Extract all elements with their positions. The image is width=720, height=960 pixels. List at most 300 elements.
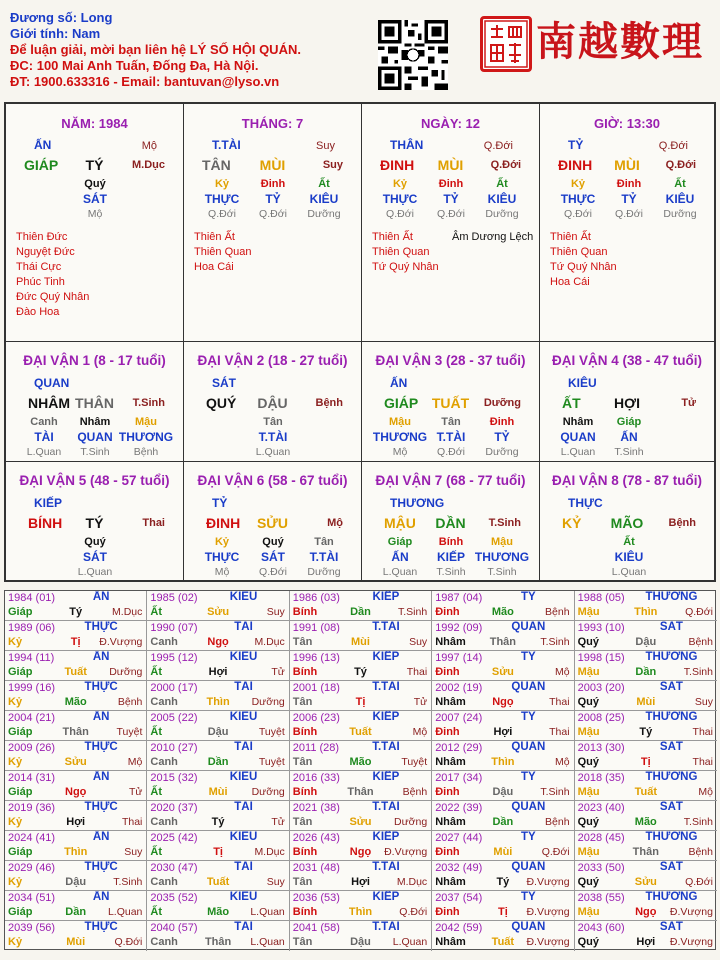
dai-van-god: TỶ xyxy=(212,496,228,510)
year-god: ẤN xyxy=(92,711,110,723)
year-branch: Thân xyxy=(489,636,517,648)
hidden-god: TỶ xyxy=(443,192,459,206)
shen-sha-star: Tứ Quý Nhân xyxy=(550,261,617,273)
year-cell xyxy=(290,861,432,891)
pillar-branch-phase: Q.Đới xyxy=(665,159,696,171)
hidden-god: THỰC xyxy=(204,550,240,564)
dai-van-branch: DẬU xyxy=(257,395,288,411)
year-cell xyxy=(147,801,289,831)
dai-van-title: ĐẠI VẬN 5 (48 - 57 tuổi) xyxy=(19,473,170,488)
year-stem: Mậu xyxy=(577,786,600,798)
year-stem: Đinh xyxy=(435,906,460,918)
year-god: T.TÀI xyxy=(372,801,400,813)
year-cell xyxy=(5,861,147,891)
year-label: 2005 (22) xyxy=(150,712,198,724)
hidden-god: ẤN xyxy=(620,430,638,444)
year-god: THƯƠNG xyxy=(645,651,698,663)
year-cell xyxy=(290,801,432,831)
dai-van-cell xyxy=(540,342,714,462)
year-cell xyxy=(432,711,574,741)
year-cell xyxy=(432,591,574,621)
year-god: QUAN xyxy=(511,921,546,933)
year-cell xyxy=(147,681,289,711)
year-cell xyxy=(147,771,289,801)
hidden-stem: Mậu xyxy=(389,416,411,428)
year-stem: Ất xyxy=(150,666,162,678)
year-god: T.TÀI xyxy=(372,861,400,873)
hidden-phase: L.Quan xyxy=(26,446,62,458)
year-label: 2012 (29) xyxy=(435,742,483,754)
hidden-god: KIÊU xyxy=(614,550,644,564)
pillar-branch: MÙI xyxy=(437,157,464,173)
year-label: 1992 (09) xyxy=(435,622,483,634)
hidden-god: KIÊU xyxy=(665,192,695,206)
pillar-god: THÂN xyxy=(390,138,424,152)
year-branch: Hợi xyxy=(66,816,86,828)
year-branch: Thân xyxy=(347,786,374,798)
hidden-god: T.TÀI xyxy=(436,430,466,444)
bazi-chart-grid xyxy=(4,102,716,582)
year-branch: Sửu xyxy=(64,756,87,768)
year-phase: Đ.Vượng xyxy=(669,906,713,918)
year-branch: Tý xyxy=(211,816,225,828)
year-phase: Bệnh xyxy=(117,696,143,708)
year-god: KIẾP xyxy=(372,591,400,603)
year-phase: M.Dục xyxy=(254,846,285,858)
year-god: SÁT xyxy=(659,801,683,813)
pillar-title: NĂM: 1984 xyxy=(61,116,128,131)
year-label: 2008 (25) xyxy=(577,712,625,724)
year-god: QUAN xyxy=(511,861,546,873)
year-branch: Dậu xyxy=(635,636,657,648)
year-god: KIẾP xyxy=(372,831,400,843)
year-branch: Thìn xyxy=(64,846,88,858)
year-stem: Nhâm xyxy=(435,936,466,948)
year-stem: Tân xyxy=(292,876,313,888)
pillar-cell xyxy=(540,104,714,342)
hidden-stem: Tân xyxy=(263,416,283,428)
pillar-cell xyxy=(6,104,184,342)
year-stem: Kỷ xyxy=(8,696,23,708)
pillar-branch-phase: Suy xyxy=(322,159,343,171)
hidden-god: THỰC xyxy=(560,192,596,206)
year-cell xyxy=(147,831,289,861)
qr-code-icon xyxy=(378,20,448,90)
year-god: TỶ xyxy=(520,711,536,723)
hidden-god: TỶ xyxy=(494,430,510,444)
dai-van-phase: Tử xyxy=(681,397,696,409)
year-phase: T.Sinh xyxy=(398,606,428,618)
year-branch: Mùi xyxy=(636,696,656,708)
year-branch: Thân xyxy=(632,846,659,858)
year-god: SÁT xyxy=(659,921,683,933)
year-cell xyxy=(290,711,432,741)
year-phase: Suy xyxy=(266,876,285,888)
year-branch: Ngọ xyxy=(635,906,657,918)
dai-van-cell xyxy=(362,342,540,462)
year-stem: Giáp xyxy=(8,786,33,798)
year-phase: Mộ xyxy=(412,726,428,738)
year-phase: Mộ xyxy=(554,756,570,768)
year-label: 2019 (36) xyxy=(8,802,56,814)
year-branch: Mão xyxy=(634,816,657,828)
year-branch: Dậu xyxy=(207,726,229,738)
owner-name: Đương số: Long xyxy=(10,10,113,25)
year-label: 2039 (56) xyxy=(8,922,56,934)
year-phase: Bệnh xyxy=(688,846,713,858)
year-phase: Bệnh xyxy=(545,606,570,618)
year-label: 2036 (53) xyxy=(292,892,340,904)
shen-sha-star: Thiên Quan xyxy=(372,246,430,258)
year-branch: Dậu xyxy=(350,936,371,948)
year-branch: Mùi xyxy=(66,936,86,948)
year-label: 2043 (60) xyxy=(577,922,625,934)
year-stem: Bính xyxy=(292,846,318,858)
year-branch: Mùi xyxy=(493,846,513,858)
year-branch: Ngọ xyxy=(349,846,372,858)
year-stem: Giáp xyxy=(8,666,33,678)
year-stem: Tân xyxy=(292,756,313,768)
year-cell xyxy=(432,651,574,681)
year-god: ẤN xyxy=(92,651,110,663)
year-stem: Quý xyxy=(577,696,599,708)
year-stem: Bính xyxy=(292,906,318,918)
year-cell xyxy=(575,891,717,921)
year-label: 1990 (07) xyxy=(150,622,198,634)
hidden-god: SÁT xyxy=(261,550,285,564)
year-phase: Bệnh xyxy=(688,636,713,648)
hidden-god: QUAN xyxy=(77,430,113,444)
pillar-stem-phase: Q.Đới xyxy=(483,140,513,152)
year-god: ẤN xyxy=(92,831,110,843)
dai-van-cell xyxy=(6,342,184,462)
hidden-god: THƯƠNG xyxy=(118,430,174,444)
year-stem: Bính xyxy=(292,726,318,738)
year-cell xyxy=(147,891,289,921)
year-cell xyxy=(290,741,432,771)
year-branch: Thìn xyxy=(634,606,658,618)
year-stem: Đinh xyxy=(435,666,460,678)
year-cell xyxy=(5,891,147,921)
year-cell xyxy=(575,681,717,711)
year-god: KIÊU xyxy=(229,651,258,663)
dai-van-branch: SỬU xyxy=(256,515,289,531)
pillar-stem: ĐINH xyxy=(558,157,593,173)
shen-sha-star: Thiên Ất xyxy=(372,231,413,243)
year-label: 2034 (51) xyxy=(8,892,56,904)
year-label: 2017 (34) xyxy=(435,772,483,784)
year-branch: Ngọ xyxy=(492,696,514,708)
year-god: THỰC xyxy=(84,921,118,933)
pillar-branch: MÙI xyxy=(259,157,286,173)
year-cell xyxy=(432,831,574,861)
year-god: QUAN xyxy=(511,801,546,813)
dai-van-stem: KỶ xyxy=(562,515,582,531)
year-cell xyxy=(5,591,147,621)
hidden-god: THỰC xyxy=(382,192,418,206)
year-label: 2014 (31) xyxy=(8,772,56,784)
shen-sha-star: Hoa Cái xyxy=(194,261,234,273)
shen-sha-star: Đức Quý Nhân xyxy=(16,291,90,303)
year-stem: Tân xyxy=(292,696,313,708)
year-god: T.TÀI xyxy=(372,741,400,753)
hidden-stem: Ất xyxy=(496,178,508,190)
hidden-phase: Q.Đới xyxy=(208,208,236,220)
hidden-phase: Q.Đới xyxy=(437,208,465,220)
year-phase: Mộ xyxy=(554,666,570,678)
year-label: 2018 (35) xyxy=(577,772,625,784)
year-branch: Dần xyxy=(207,756,229,768)
year-god: THỰC xyxy=(84,741,118,753)
year-cell xyxy=(147,651,289,681)
year-branch: Sửu xyxy=(491,666,514,678)
pillar-cell xyxy=(362,104,540,342)
year-branch: Thìn xyxy=(348,906,373,918)
year-phase: Q.Đới xyxy=(114,936,143,948)
dai-van-phase: Bệnh xyxy=(315,397,343,409)
year-cell xyxy=(290,591,432,621)
year-phase: Đ.Vượng xyxy=(526,936,570,948)
year-god: TÀI xyxy=(234,861,253,873)
shen-sha-star: Nguyệt Đức xyxy=(16,246,75,258)
hidden-phase: L.Quan xyxy=(611,566,647,578)
year-branch: Dậu xyxy=(65,876,87,888)
year-stem: Mậu xyxy=(577,726,600,738)
year-god: KIẾP xyxy=(372,771,400,783)
year-stem: Ất xyxy=(150,726,162,738)
year-label: 1994 (11) xyxy=(8,652,55,664)
year-stem: Đinh xyxy=(435,846,460,858)
year-phase: Suy xyxy=(409,636,428,648)
year-cell xyxy=(290,891,432,921)
year-label: 2001 (18) xyxy=(292,682,340,694)
shen-sha-star: Tứ Quý Nhân xyxy=(372,261,439,273)
year-label: 2022 (39) xyxy=(435,802,483,814)
year-branch: Dần xyxy=(635,666,657,678)
year-phase: T.Sinh xyxy=(683,816,713,828)
year-phase: Tuyệt xyxy=(116,726,143,738)
year-phase: Tử xyxy=(128,786,143,798)
year-stem: Giáp xyxy=(8,606,33,618)
year-stem: Nhâm xyxy=(435,696,466,708)
dai-van-title: ĐẠI VẬN 3 (28 - 37 tuổi) xyxy=(375,353,526,368)
year-stem: Giáp xyxy=(8,906,33,918)
year-cell xyxy=(575,741,717,771)
dai-van-branch: TÝ xyxy=(85,515,104,531)
year-label: 1986 (03) xyxy=(292,592,340,604)
dai-van-god: THƯƠNG xyxy=(390,496,445,510)
hidden-phase: T.Sinh xyxy=(80,446,110,458)
year-label: 2027 (44) xyxy=(435,832,483,844)
year-god: T.TÀI xyxy=(372,921,400,933)
year-label: 2007 (24) xyxy=(435,712,483,724)
year-cell xyxy=(432,921,574,951)
gender: Giới tính: Nam xyxy=(10,26,101,41)
year-branch: Thìn xyxy=(491,756,515,768)
dai-van-branch: TUẤT xyxy=(431,395,470,411)
year-cell xyxy=(5,711,147,741)
year-phase: Dưỡng xyxy=(394,816,428,828)
year-cell xyxy=(5,801,147,831)
shen-sha-star: Đào Hoa xyxy=(16,306,60,318)
dai-van-stem: GIÁP xyxy=(384,395,419,411)
year-cell xyxy=(575,591,717,621)
hidden-phase: Q.Đới xyxy=(437,446,465,458)
dai-van-stem: ĐINH xyxy=(206,515,241,531)
hidden-god: KIÊU xyxy=(487,192,517,206)
dai-van-god: QUAN xyxy=(34,376,70,390)
year-label: 2000 (17) xyxy=(150,682,198,694)
year-phase: T.Sinh xyxy=(540,636,570,648)
year-label: 2011 (28) xyxy=(292,742,340,754)
hidden-phase: L.Quan xyxy=(255,446,291,458)
year-branch: Tuất xyxy=(64,666,87,678)
hidden-phase: Bệnh xyxy=(133,446,159,458)
year-branch: Hợi xyxy=(636,936,656,948)
hidden-phase: Mộ xyxy=(87,208,103,220)
pillar-stem-phase: Q.Đới xyxy=(658,140,688,152)
year-god: KIẾP xyxy=(372,651,400,663)
year-branch: Tuất xyxy=(349,726,372,738)
year-branch: Thìn xyxy=(206,696,230,708)
shen-sha-star: Hoa Cái xyxy=(550,276,590,288)
year-branch: Tý xyxy=(69,606,83,618)
year-branch: Mão xyxy=(207,906,230,918)
hidden-god: KIẾP xyxy=(436,550,466,564)
year-branch: Tuất xyxy=(491,936,515,948)
year-cell xyxy=(5,651,147,681)
year-phase: Q.Đới xyxy=(685,876,713,888)
hidden-stem: Canh xyxy=(30,416,58,428)
hidden-phase: T.Sinh xyxy=(614,446,644,458)
shen-sha-star: Thiên Quan xyxy=(194,246,252,258)
year-cell xyxy=(5,921,147,951)
year-phase: Q.Đới xyxy=(399,906,428,918)
pillar-stem-phase: Suy xyxy=(316,140,335,152)
dai-van-god: KIÊU xyxy=(568,376,597,390)
year-label: 2009 (26) xyxy=(8,742,56,754)
year-cell xyxy=(147,921,289,951)
year-stem: Mậu xyxy=(577,666,600,678)
hidden-stem: Ất xyxy=(318,178,330,190)
shen-sha-star: Phúc Tinh xyxy=(16,276,65,288)
year-cell xyxy=(290,831,432,861)
year-branch: Mão xyxy=(64,696,87,708)
hidden-stem: Đinh xyxy=(438,178,464,190)
year-cell xyxy=(575,801,717,831)
pillar-title: GIỜ: 13:30 xyxy=(593,116,660,131)
year-god: QUAN xyxy=(511,681,546,693)
year-phase: Q.Đới xyxy=(685,606,713,618)
contact-line: Để luận giải, mời bạn liên hệ LÝ SỐ HỘI QUÁN. xyxy=(10,42,301,57)
dai-van-god: KIẾP xyxy=(34,496,63,510)
hidden-stem: Bính xyxy=(438,536,464,548)
pillar-title: THÁNG: 7 xyxy=(241,116,304,131)
hidden-phase: Dưỡng xyxy=(485,446,519,458)
year-stem: Quý xyxy=(577,876,599,888)
year-branch: Thân xyxy=(204,936,232,948)
year-label: 2026 (43) xyxy=(292,832,340,844)
hidden-phase: Q.Đới xyxy=(259,208,287,220)
year-god: KIÊU xyxy=(229,771,258,783)
hidden-stem: Tân xyxy=(441,416,461,428)
dai-van-phase: T.Sinh xyxy=(488,517,521,529)
hidden-god: THỰC xyxy=(204,192,240,206)
year-cell xyxy=(290,621,432,651)
year-god: TÀI xyxy=(234,921,253,933)
year-phase: Tuyệt xyxy=(258,726,285,738)
year-god: THỰC xyxy=(84,621,118,633)
year-label: 2031 (48) xyxy=(292,862,340,874)
year-phase: Thai xyxy=(549,726,570,738)
year-phase: Tử xyxy=(413,696,428,708)
year-cell xyxy=(5,771,147,801)
year-stem: Canh xyxy=(150,756,178,768)
hidden-god: T.TÀI xyxy=(258,430,288,444)
year-god: THỰC xyxy=(84,861,118,873)
year-branch: Dậu xyxy=(492,786,514,798)
year-stem: Giáp xyxy=(8,726,33,738)
year-label: 1984 (01) xyxy=(8,592,56,604)
year-god: TÀI xyxy=(234,621,253,633)
year-branch: Tuất xyxy=(634,786,657,798)
dai-van-title: ĐẠI VẬN 7 (68 - 77 tuổi) xyxy=(375,473,526,488)
year-stem: Tân xyxy=(292,936,313,948)
year-god: KIÊU xyxy=(229,711,258,723)
year-cell xyxy=(290,921,432,951)
pillar-branch-phase: M.Dục xyxy=(132,159,165,171)
year-label: 2038 (55) xyxy=(577,892,625,904)
year-phase: Bệnh xyxy=(402,786,428,798)
address-line: ĐC: 100 Mai Anh Tuấn, Đống Đa, Hà Nội. xyxy=(10,58,259,73)
shen-sha-star: Thiên Ất xyxy=(550,231,591,243)
year-stem: Kỷ xyxy=(8,816,23,828)
dai-van-cell xyxy=(362,462,540,580)
dai-van-cell xyxy=(184,342,362,462)
dai-van-title: ĐẠI VẬN 8 (78 - 87 tuổi) xyxy=(551,473,703,488)
pillar-cell xyxy=(184,104,362,342)
year-label: 2040 (57) xyxy=(150,922,198,934)
hidden-stem: Tân xyxy=(314,536,334,548)
dai-van-stem: MẬU xyxy=(384,515,416,531)
hidden-phase: Q.Đới xyxy=(615,208,643,220)
year-branch: Sửu xyxy=(207,606,230,618)
year-cell xyxy=(575,711,717,741)
dai-van-phase: T.Sinh xyxy=(132,397,165,409)
year-god: KIÊU xyxy=(229,591,258,603)
year-cell xyxy=(432,801,574,831)
year-phase: Tuyệt xyxy=(258,756,285,768)
pillar-branch: MÙI xyxy=(614,157,640,173)
year-label: 2035 (52) xyxy=(150,892,198,904)
year-phase: Tử xyxy=(271,816,285,828)
hidden-phase: Dưỡng xyxy=(485,208,519,220)
year-phase: Dưỡng xyxy=(109,666,143,678)
year-god: TỶ xyxy=(520,591,536,603)
year-phase: Đ.Vượng xyxy=(669,936,713,948)
year-cell xyxy=(147,711,289,741)
hidden-god: SÁT xyxy=(83,550,107,564)
year-label: 1996 (13) xyxy=(292,652,340,664)
hidden-stem: Kỷ xyxy=(214,178,230,190)
dai-van-branch: THÂN xyxy=(75,395,114,411)
year-label: 2037 (54) xyxy=(435,892,483,904)
pillar-title: NGÀY: 12 xyxy=(421,116,480,131)
year-god: T.TÀI xyxy=(372,681,400,693)
hidden-phase: Mộ xyxy=(214,566,230,578)
year-branch: Tý xyxy=(354,666,367,678)
year-phase: Suy xyxy=(694,696,713,708)
